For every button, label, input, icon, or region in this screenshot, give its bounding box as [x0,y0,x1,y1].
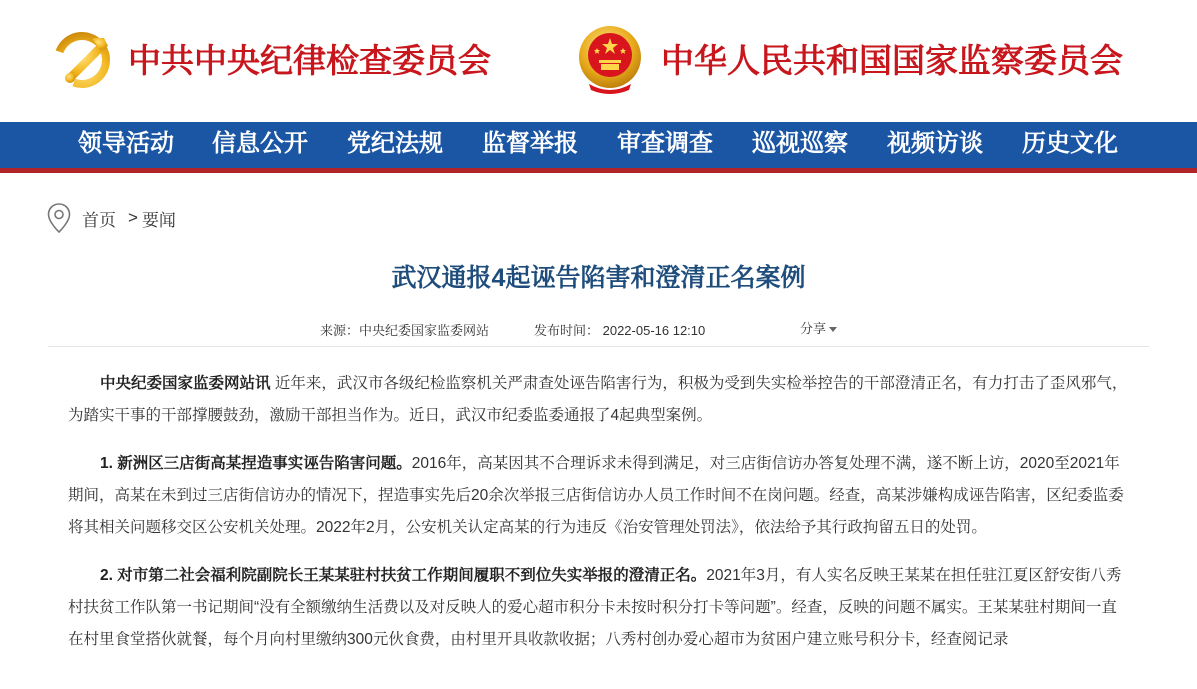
nav-item-info-disclosure[interactable]: 信息公开 [212,128,308,157]
ccdi-title: 中共中央纪律检查委员会 [128,40,491,80]
national-emblem-icon [575,24,645,96]
article-body [68,368,1128,672]
breadcrumb [46,202,176,234]
paragraph [68,448,1128,544]
ccdi-logo-link[interactable] [48,26,491,94]
share-button[interactable] [800,318,837,337]
paragraph-body: 近年来，武汉市各级纪检监察机关严肃查处诬告陷害行为，积极为受到失实检举控告的干部澄清正名，有力打击了歪风邪气，为踏实干事的干部撑腰鼓劲，激励干部担当作为。近日，武汉市纪委监委通报了4起典型案例。 [68,375,1128,424]
main-navbar [0,122,1197,173]
location-pin-icon [46,202,72,234]
article-pubtime: 发布时间： 2022-05-16 12:10 [534,323,706,338]
paragraph-body: 2016年，高某因其不合理诉求未得到满足，对三店街信访办答复处理不满，遂不断上访，2020至2021年期间，高某在未到过三店街信访办的情况下，捏造事实先后20余次举报三店街信访办人员工作时间不在岗问题。经查，高某涉嫌构成诬告陷害，区纪委监委将其相关问题移交区公安机关处理。2022年2月，公安机关认定高某的行为违反《治安管理处罚法》，依法给予其行政拘留五日的处罚。 [68,455,1124,536]
paragraph-body: 2021年3月，有人实名反映王某某在担任驻江夏区舒安街八秀村扶贫工作队第一书记期间“没有全额缴纳生活费以及对反映人的爱心超市积分卡未按时积分打卡等问题”。经查，反映的问题不属实。王某某驻村期间一直在村里食堂搭伙就餐，每个月向村里缴纳300元伙食费，由村里开具收款收据；八秀村创办爱心超市为贫困户建立账号积分卡，经查阅记录 [68,567,1122,648]
paragraph-lead: 1. 新洲区三店街高某捏造事实诬告陷害问题。 [100,455,412,472]
breadcrumb-current-link[interactable]: 要闻 [141,210,176,230]
paragraph-lead: 2. 对市第二社会福利院副院长王某某驻村扶贫工作期间履职不到位失实举报的澄清正名。 [100,567,707,584]
party-emblem-icon [48,26,116,94]
paragraph-lead: 中央纪委国家监委网站讯 [100,375,271,392]
share-label: 分享 [800,321,827,336]
breadcrumb-separator: > [128,208,138,227]
paragraph [68,368,1128,432]
article-title: 武汉通报4起诬告陷害和澄清正名案例 [391,264,806,292]
nav-item-inspection[interactable]: 巡视巡察 [752,128,848,157]
nav-item-regulations[interactable]: 党纪法规 [347,128,443,157]
nav-item-investigation[interactable]: 审查调查 [617,128,713,157]
nsc-logo-link[interactable] [575,24,1123,96]
nav-item-leadership[interactable]: 领导活动 [78,128,174,157]
paragraph [68,560,1128,656]
nav-item-report[interactable]: 监督举报 [482,128,578,157]
nav-item-video[interactable]: 视频访谈 [887,128,983,157]
breadcrumb-home-link[interactable]: 首页 [82,210,116,230]
nsc-title: 中华人民共和国国家监察委员会 [661,40,1123,80]
article-meta [0,318,1197,338]
nav-item-history[interactable]: 历史文化 [1022,128,1118,157]
chevron-down-icon [829,327,837,332]
site-header [0,0,1197,122]
meta-divider [48,346,1149,347]
article-source: 来源：中央纪委国家监委网站 [320,323,490,338]
